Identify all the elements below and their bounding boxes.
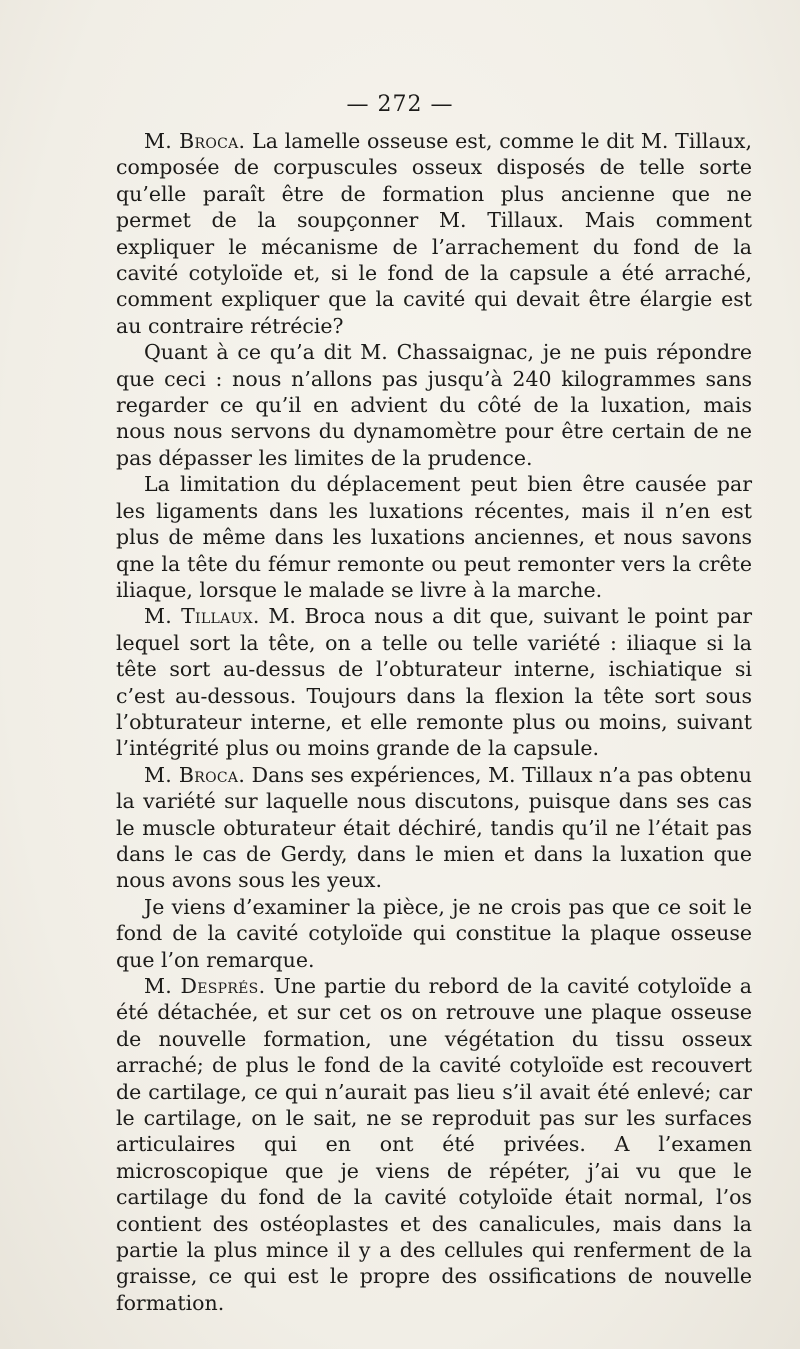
paragraph-broca-1 (116, 128, 752, 339)
speaker-name: M. Tillaux. (144, 604, 260, 629)
paragraph-text: Une partie du rebord de la cavité cotyloïde a été détachée, et sur cet os on retrouve une plaque osseuse de nouvelle formation, une végétation du tissu osseux arraché; de plus le fond de la cavité cotyloïde est recouvert de cartilage, ce qui n’aurait pas lieu s’il avait été enlevé; car le cartilage, on le sait, ne se reproduit pas sur les surfaces articulaires qui en ont été privées. A l’examen microscopique que je viens de répéter, j’ai vu que le cartilage du fond de la cavité cotyloïde était normal, l’os contient des ostéoplastes et des canalicules, mais dans la partie la plus mince il y a des cellules qui renferment de la graisse, ce qui est le propre des ossifications de nouvelle formation. (116, 974, 753, 1315)
paragraph-text: Quant à ce qu’a dit M. Chassaignac, je ne puis répondre que ceci : nous n’allons pas jusqu’à 240 kilogrammes sans regarder ce qu’il en advient du côté de la luxation, mais nous nous servons du dynamomètre pour être certain de ne pas dépasser les limites de la prudence. (116, 340, 752, 470)
page-number: — 272 — (346, 92, 454, 117)
paragraph-broca-2 (116, 762, 752, 894)
paragraph-despres (116, 973, 752, 1316)
paragraph-chassaignac-reply (116, 339, 752, 471)
paragraph-limitation (116, 471, 752, 603)
paragraph-tillaux (116, 603, 752, 761)
paragraph-text: La lamelle osseuse est, comme le dit M. Tillaux, composée de corpuscules osseux disposés de telle sorte qu’elle paraît être de formation plus ancienne que ne permet de la soupçonner M. Tillaux. Mais comment expliquer le mécanisme de l’arrachement du fond de la cavité cotyloïde et, si le fond de la capsule a été arraché, comment expliquer que la cavité qui devait être élargie est au contraire rétrécie? (116, 129, 752, 338)
paragraph-examen (116, 894, 752, 973)
paragraph-text: La limitation du déplacement peut bien être causée par les ligaments dans les luxations récentes, mais il n’en est plus de même dans les luxations anciennes, et nous savons qne la tête du fémur remonte ou peut remonter vers la crête iliaque, lorsque le malade se livre à la marche. (116, 472, 752, 602)
paragraph-text: Dans ses expériences, M. Tillaux n’a pas obtenu la variété sur laquelle nous discutons, puisque dans ses cas le muscle obturateur était déchiré, tandis qu’il ne l’était pas dans le cas de Gerdy, dans le mien et dans la luxation que nous avons sous les yeux. (116, 762, 753, 893)
body-text (116, 128, 752, 1316)
speaker-name: M. Broca. (144, 762, 246, 787)
speaker-name: M. Broca. (144, 129, 246, 153)
speaker-name: M. Després. (144, 974, 266, 998)
paragraph-text: M. Broca nous a dit que, suivant le point par lequel sort la tête, on a telle ou telle variété : iliaque si la tête sort au-dessus de l’obturateur interne, ischiatique si c’est au-dessous. Toujours dans la flexion la tête sort sous l’obturateur interne, et elle remonte plus ou moins, suivant l’intégrité plus ou moins grande de la capsule. (116, 604, 752, 761)
paragraph-text: Je viens d’examiner la pièce, je ne crois pas que ce soit le fond de la cavité cotyloïde qui constitue la plaque osseuse que l’on remarque. (116, 894, 752, 972)
